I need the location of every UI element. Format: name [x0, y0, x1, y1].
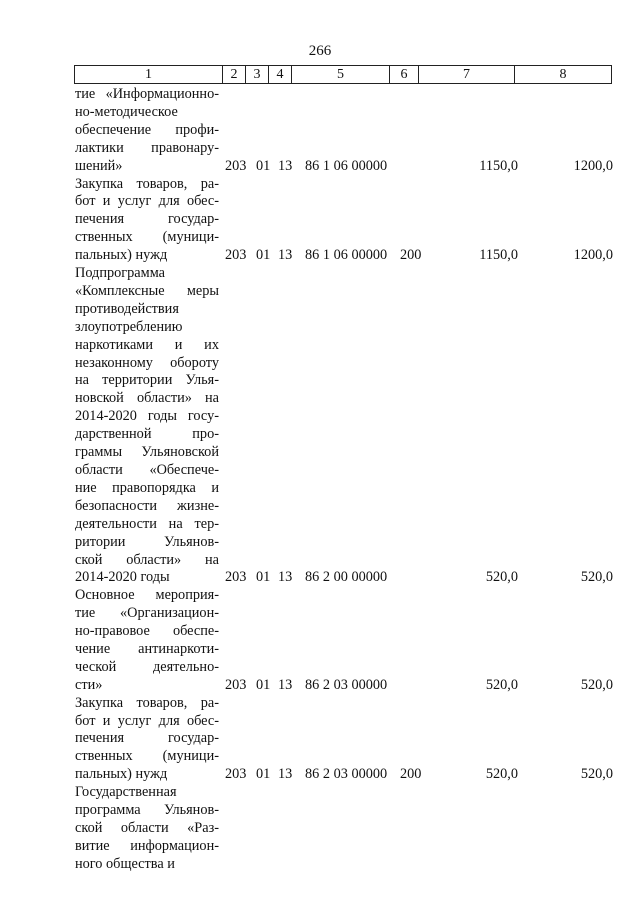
description-line: ственных (муници- — [75, 748, 219, 765]
row-value-c4: 13 — [278, 569, 293, 586]
description-line: Основное мероприя- — [75, 587, 219, 604]
description-line: безопасности жизне- — [75, 497, 219, 514]
col-header-6: 6 — [390, 66, 419, 84]
description-line: тие «Информационно- — [75, 86, 219, 102]
description-line: программа Ульянов- — [75, 802, 219, 818]
description-line: противодействия — [75, 300, 179, 317]
row-description — [75, 784, 219, 874]
description-line: дарственной про- — [75, 426, 219, 443]
row-value-c8: 1200,0 — [573, 247, 613, 264]
row-value-c8: 520,0 — [580, 766, 613, 783]
col-header-2: 2 — [223, 66, 246, 84]
description-line: печения государ- — [75, 211, 219, 228]
description-line: сти» — [75, 676, 103, 693]
description-line: Подпрограмма — [75, 265, 165, 281]
row-value-c7: 520,0 — [485, 676, 518, 693]
row-value-c3: 01 — [256, 247, 271, 264]
description-line: ской области» на — [75, 551, 219, 568]
description-line: Закупка товаров, ра- — [75, 175, 219, 192]
row-value-c7: 1150,0 — [479, 157, 518, 174]
description-line: 2014-2020 годы госу- — [75, 408, 219, 425]
description-line: но-методическое — [75, 103, 178, 120]
description-line: Государственная — [75, 784, 177, 801]
row-value-c8: 520,0 — [580, 569, 613, 586]
description-line: но-правовое обеспе- — [75, 623, 219, 639]
row-value-c7: 1150,0 — [479, 247, 518, 264]
description-line: ритории Ульянов- — [75, 533, 219, 550]
description-line: деятельности на тер- — [75, 515, 219, 532]
row-description — [75, 695, 219, 785]
row-value-c3: 01 — [256, 157, 271, 174]
page-number: 266 — [308, 43, 332, 59]
description-line: ской области «Раз- — [75, 819, 219, 836]
description-line: чение антинаркоти- — [75, 640, 219, 657]
description-line: Закупка товаров, ра- — [75, 694, 219, 711]
description-line: злоупотреблению — [75, 318, 183, 335]
description-line: пальных) нужд — [75, 247, 168, 264]
column-header-table — [74, 65, 612, 84]
description-line: граммы Ульяновской — [75, 444, 219, 461]
row-value-c7: 520,0 — [485, 766, 518, 783]
description-line: шений» — [75, 157, 123, 174]
col-header-3: 3 — [246, 66, 269, 84]
row-value-c8: 1200,0 — [573, 157, 613, 174]
row-value-c5: 86 2 03 00000 — [305, 676, 388, 693]
description-line: печения государ- — [75, 730, 219, 747]
row-value-c3: 01 — [256, 766, 271, 783]
row-description — [75, 587, 219, 694]
row-value-c4: 13 — [278, 247, 293, 264]
description-line: наркотиками и их — [75, 336, 219, 353]
row-value-c6: 200 — [400, 247, 422, 264]
description-line: ческой деятельно- — [75, 658, 219, 675]
col-header-1: 1 — [75, 66, 223, 84]
row-value-c5: 86 2 00 00000 — [305, 569, 388, 586]
description-line: незаконному обороту — [75, 354, 219, 371]
col-header-4: 4 — [269, 66, 292, 84]
description-line: новской области» на — [75, 390, 219, 407]
description-line: на территории Улья- — [75, 372, 219, 389]
row-value-c3: 01 — [256, 676, 271, 693]
row-description — [75, 265, 219, 587]
row-value-c5: 86 1 06 00000 — [305, 247, 388, 264]
row-value-c7: 520,0 — [485, 569, 518, 586]
row-value-c8: 520,0 — [580, 676, 613, 693]
description-line: ственных (муници- — [75, 229, 219, 246]
row-description — [75, 86, 219, 176]
description-line: ние правопорядка и — [75, 479, 219, 496]
col-header-7: 7 — [419, 66, 515, 84]
description-line: области «Обеспече- — [75, 461, 219, 478]
row-value-c5: 86 2 03 00000 — [305, 766, 388, 783]
col-header-8: 8 — [515, 66, 612, 84]
row-value-c2: 203 — [225, 676, 247, 693]
row-value-c2: 203 — [225, 766, 247, 783]
row-description — [75, 176, 219, 266]
row-value-c4: 13 — [278, 766, 293, 783]
description-line: обеспечение профи- — [75, 121, 219, 138]
row-value-c2: 203 — [225, 569, 247, 586]
description-line: 2014-2020 годы — [75, 569, 170, 586]
row-value-c2: 203 — [225, 157, 247, 174]
row-value-c2: 203 — [225, 247, 247, 264]
row-value-c4: 13 — [278, 157, 293, 174]
row-value-c4: 13 — [278, 676, 293, 693]
column-header-row — [75, 66, 612, 84]
row-value-c5: 86 1 06 00000 — [305, 157, 388, 174]
description-line: «Комплексные меры — [75, 282, 219, 299]
description-line: пальных) нужд — [75, 766, 168, 783]
description-line: тие «Организацион- — [75, 605, 219, 622]
description-line: ного общества и — [75, 855, 175, 872]
description-line: бот и услуг для обес- — [75, 193, 219, 210]
description-line: лактики правонару- — [75, 139, 219, 156]
description-line: бот и услуг для обес- — [75, 712, 219, 729]
row-value-c3: 01 — [256, 569, 271, 586]
description-line: витие информацион- — [75, 837, 219, 854]
col-header-5: 5 — [292, 66, 390, 84]
row-value-c6: 200 — [400, 766, 422, 783]
